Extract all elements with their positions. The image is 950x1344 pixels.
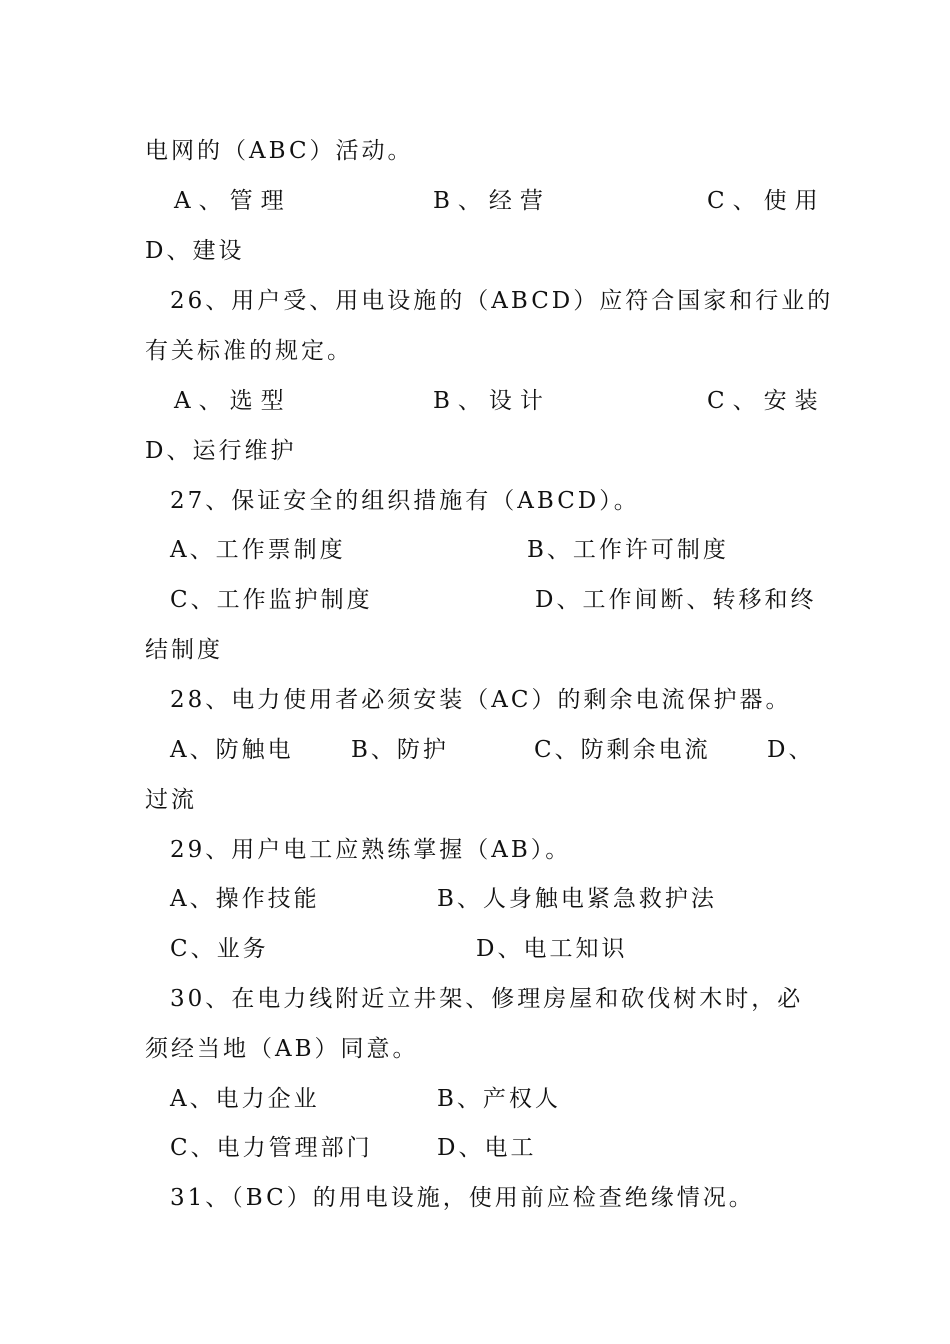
text-line: 结制度 <box>145 637 223 663</box>
option-d: D、建设 <box>145 238 245 264</box>
option-b: B、产权人 <box>437 1086 561 1112</box>
option-b: B、防护 <box>351 737 449 763</box>
option-a: A、工作票制度 <box>170 537 346 563</box>
option-d: D、运行维护 <box>145 438 297 464</box>
option-d: D、 <box>767 737 815 763</box>
option-c: C、业务 <box>170 936 269 962</box>
question-30: 30、在电力线附近立井架、修理房屋和砍伐树木时，必 <box>170 986 804 1012</box>
text-line: 有关标准的规定。 <box>145 338 353 364</box>
option-d: D、电工知识 <box>476 936 628 962</box>
option-a: A、管理 <box>174 188 292 214</box>
option-c: C、使用 <box>707 188 826 214</box>
option-a: A、电力企业 <box>170 1086 320 1112</box>
option-c: C、安装 <box>707 388 826 414</box>
text-line: 须经当地（AB）同意。 <box>145 1036 419 1062</box>
text-line: 过流 <box>145 787 197 813</box>
text-line: 电网的（ABC）活动。 <box>145 138 414 164</box>
option-c: C、防剩余电流 <box>534 737 711 763</box>
option-a: A、选型 <box>174 388 292 414</box>
option-d: D、电工 <box>437 1135 537 1161</box>
option-b: B、设计 <box>433 388 551 414</box>
option-b: B、经营 <box>433 188 551 214</box>
option-c: C、电力管理部门 <box>170 1135 373 1161</box>
question-28: 28、电力使用者必须安装（AC）的剩余电流保护器。 <box>170 687 792 713</box>
option-c: C、工作监护制度 <box>170 587 373 613</box>
option-b: B、人身触电紧急救护法 <box>437 886 717 912</box>
option-b: B、工作许可制度 <box>527 537 729 563</box>
question-26: 26、用户受、用电设施的（ABCD）应符合国家和行业的 <box>170 288 834 314</box>
question-29: 29、用户电工应熟练掌握（AB）。 <box>170 837 572 863</box>
option-d: D、工作间断、转移和终 <box>535 587 817 613</box>
option-a: A、防触电 <box>170 737 294 763</box>
question-27: 27、保证安全的组织措施有（ABCD）。 <box>170 488 640 514</box>
option-a: A、操作技能 <box>170 886 320 912</box>
question-31: 31、（BC）的用电设施，使用前应检查绝缘情况。 <box>170 1185 755 1211</box>
